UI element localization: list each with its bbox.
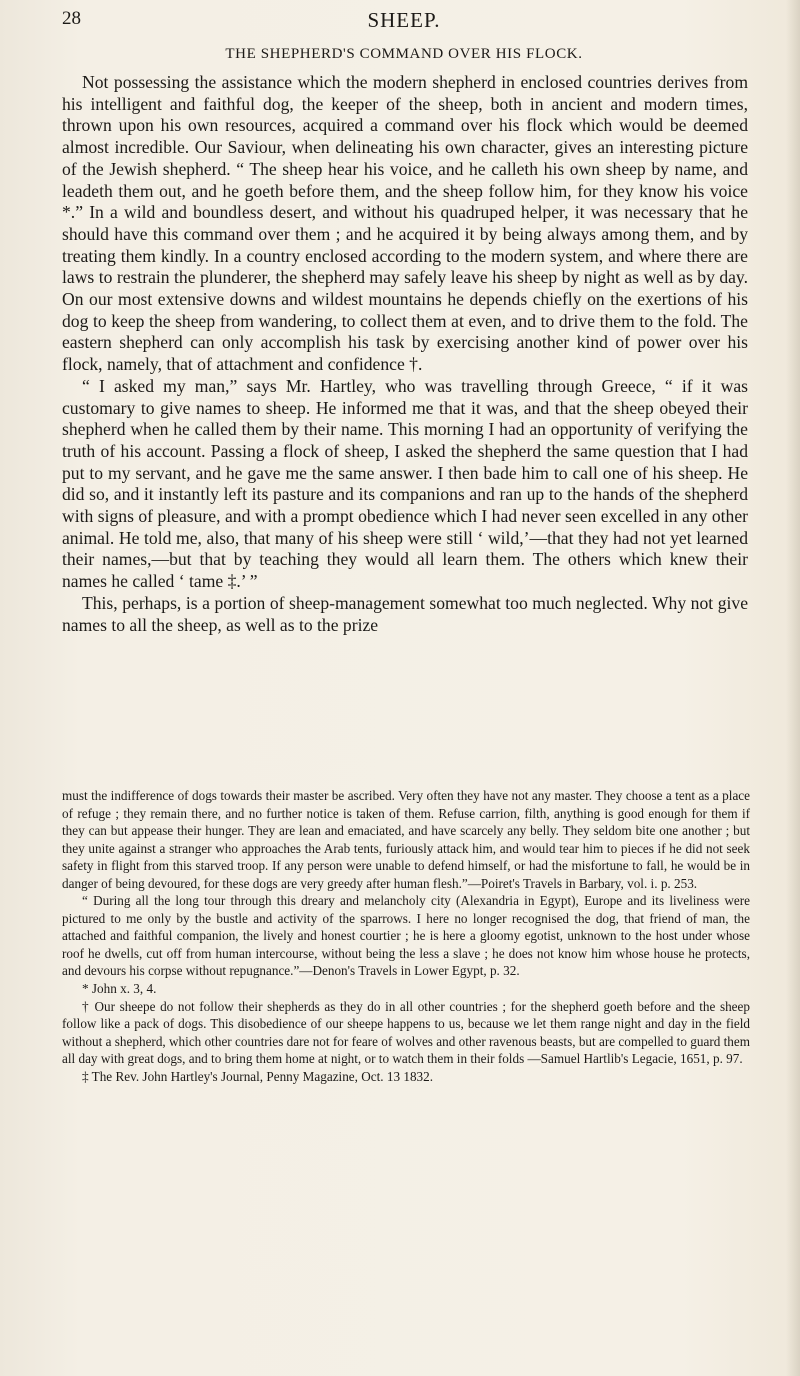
paragraph: Not possessing the assistance which the modern shepherd in enclosed countries derives from his intelligent and faithful dog, the keeper of the sheep, both in ancient and modern times, thrown upon his own resources, acquired a command over his flock which would be deemed almost incredible. Our Saviour, when delineating his own character, gives an interesting picture of the Jewish shepherd. “ The sheep hear his voice, and he calleth his own sheep by name, and leadeth them out, and he goeth before them, and the sheep follow him, for they know his voice *.” In a wild and boundless desert, and without his quadruped helper, it was necessary that he should have this command over them ; and he acquired it by being always among them, and by treating them kindly. In a country enclosed according to the modern system, and where there are laws to restrain the plunderer, the shepherd may safely leave his sheep by night as well as by day. On our most extensive downs and wildest mountains he depends chiefly on the exertions of his dog to keep the sheep from wandering, to collect them at even, and to drive them to the fold. The eastern shepherd can only accomplish his task by exercising another kind of power over his flock, namely, that of attachment and confidence †.	[62, 72, 748, 375]
paragraph: This, perhaps, is a portion of sheep-management somewhat too much neglected. Why not give names to all the sheep, as well as to the prize	[62, 592, 748, 635]
footnote-double-dagger: ‡ The Rev. John Hartley's Journal, Penny Magazine, Oct. 13 1832.	[82, 1068, 434, 1084]
section-title: THE SHEPHERD'S COMMAND OVER HIS FLOCK.	[225, 46, 583, 62]
footnote-star: * John x. 3, 4.	[82, 981, 157, 997]
page-number: 28	[62, 8, 81, 29]
page-edge-shadow	[786, 0, 800, 1376]
paragraph: “ I asked my man,” says Mr. Hartley, who was travelling through Greece, “ if it was customary to give names to sheep. He informed me that it was, and that the sheep obeyed their shepherd when he called them by their name. This morning I had an opportunity of verifying the truth of his account. Passing a flock of sheep, I asked the shepherd the same question that I had put to my servant, and he gave me the same answer. I then bade him to call one of his sheep. He did so, and it instantly left its pasture and its companions and ran up to the hands of the shepherd with signs of pleasure, and with a prompt obedience which I had never seen excelled in any other animal. He told me, also, that many of his sheep were still ‘ wild,’—that they had not yet learned their names,—but that by teaching they would all learn them. The others which knew their names he called ‘ tame ‡.’ ”	[62, 375, 748, 592]
footnote-continuation: must the indifference of dogs towards their master be ascribed. Very often they have not any master. They choose a tent as a place of refuge ; they remain there, and no further notice is taken of them. Refuse carrion, filth, anything is good enough for them if they can but appease their hunger. They are lean and emaciated, and have scarcely any belly. They seldom bite one another ; but they unite against a stranger who approaches the Arab tents, furiously attack him, and would tear him to pieces if he did not seek safety in flight from this starved troop. If any person were unable to defend himself, or had the misfortune to fall, he would be in danger of being devoured, for these dogs are very greedy after human flesh.”—Poiret's Travels in Barbary, vol. i. p. 253.	[62, 788, 750, 891]
running-head	[62, 8, 746, 34]
footnotes	[62, 787, 750, 1085]
footnote-quote: “ During all the long tour through this dreary and melancholy city (Alexandria in Egypt), Europe and its liveliness were pictured to me only by the bustle and activity of the sparrows. I here no longer recognised the dog, that friend of man, the attached and faithful companion, the lively and honest courtier ; he is here a gloomy egotist, unknown to the host under whose roof he dwells, cut off from human intercourse, without being the less a slave ; he does not know him whose house he protects, and devours his corpse without repugnance.”—Denon's Travels in Lower Egypt, p. 32.	[62, 893, 750, 979]
main-text	[62, 72, 748, 636]
footnote-dagger: † Our sheepe do not follow their shepherds as they do in all other countries ; for the shepherd goeth before and the sheep follow like a pack of dogs. This disobedience of our sheepe happens to us, because we let them range night and day in the field without a shepherd, which other countries dare not for feare of wolves and other ravenous beasts, but are compelled to guard them all day with great dogs, and to bring them home at night, or to watch them in their folds —Samuel Hartlib's Legacie, 1651, p. 97.	[62, 998, 750, 1067]
running-title: SHEEP.	[367, 8, 441, 32]
